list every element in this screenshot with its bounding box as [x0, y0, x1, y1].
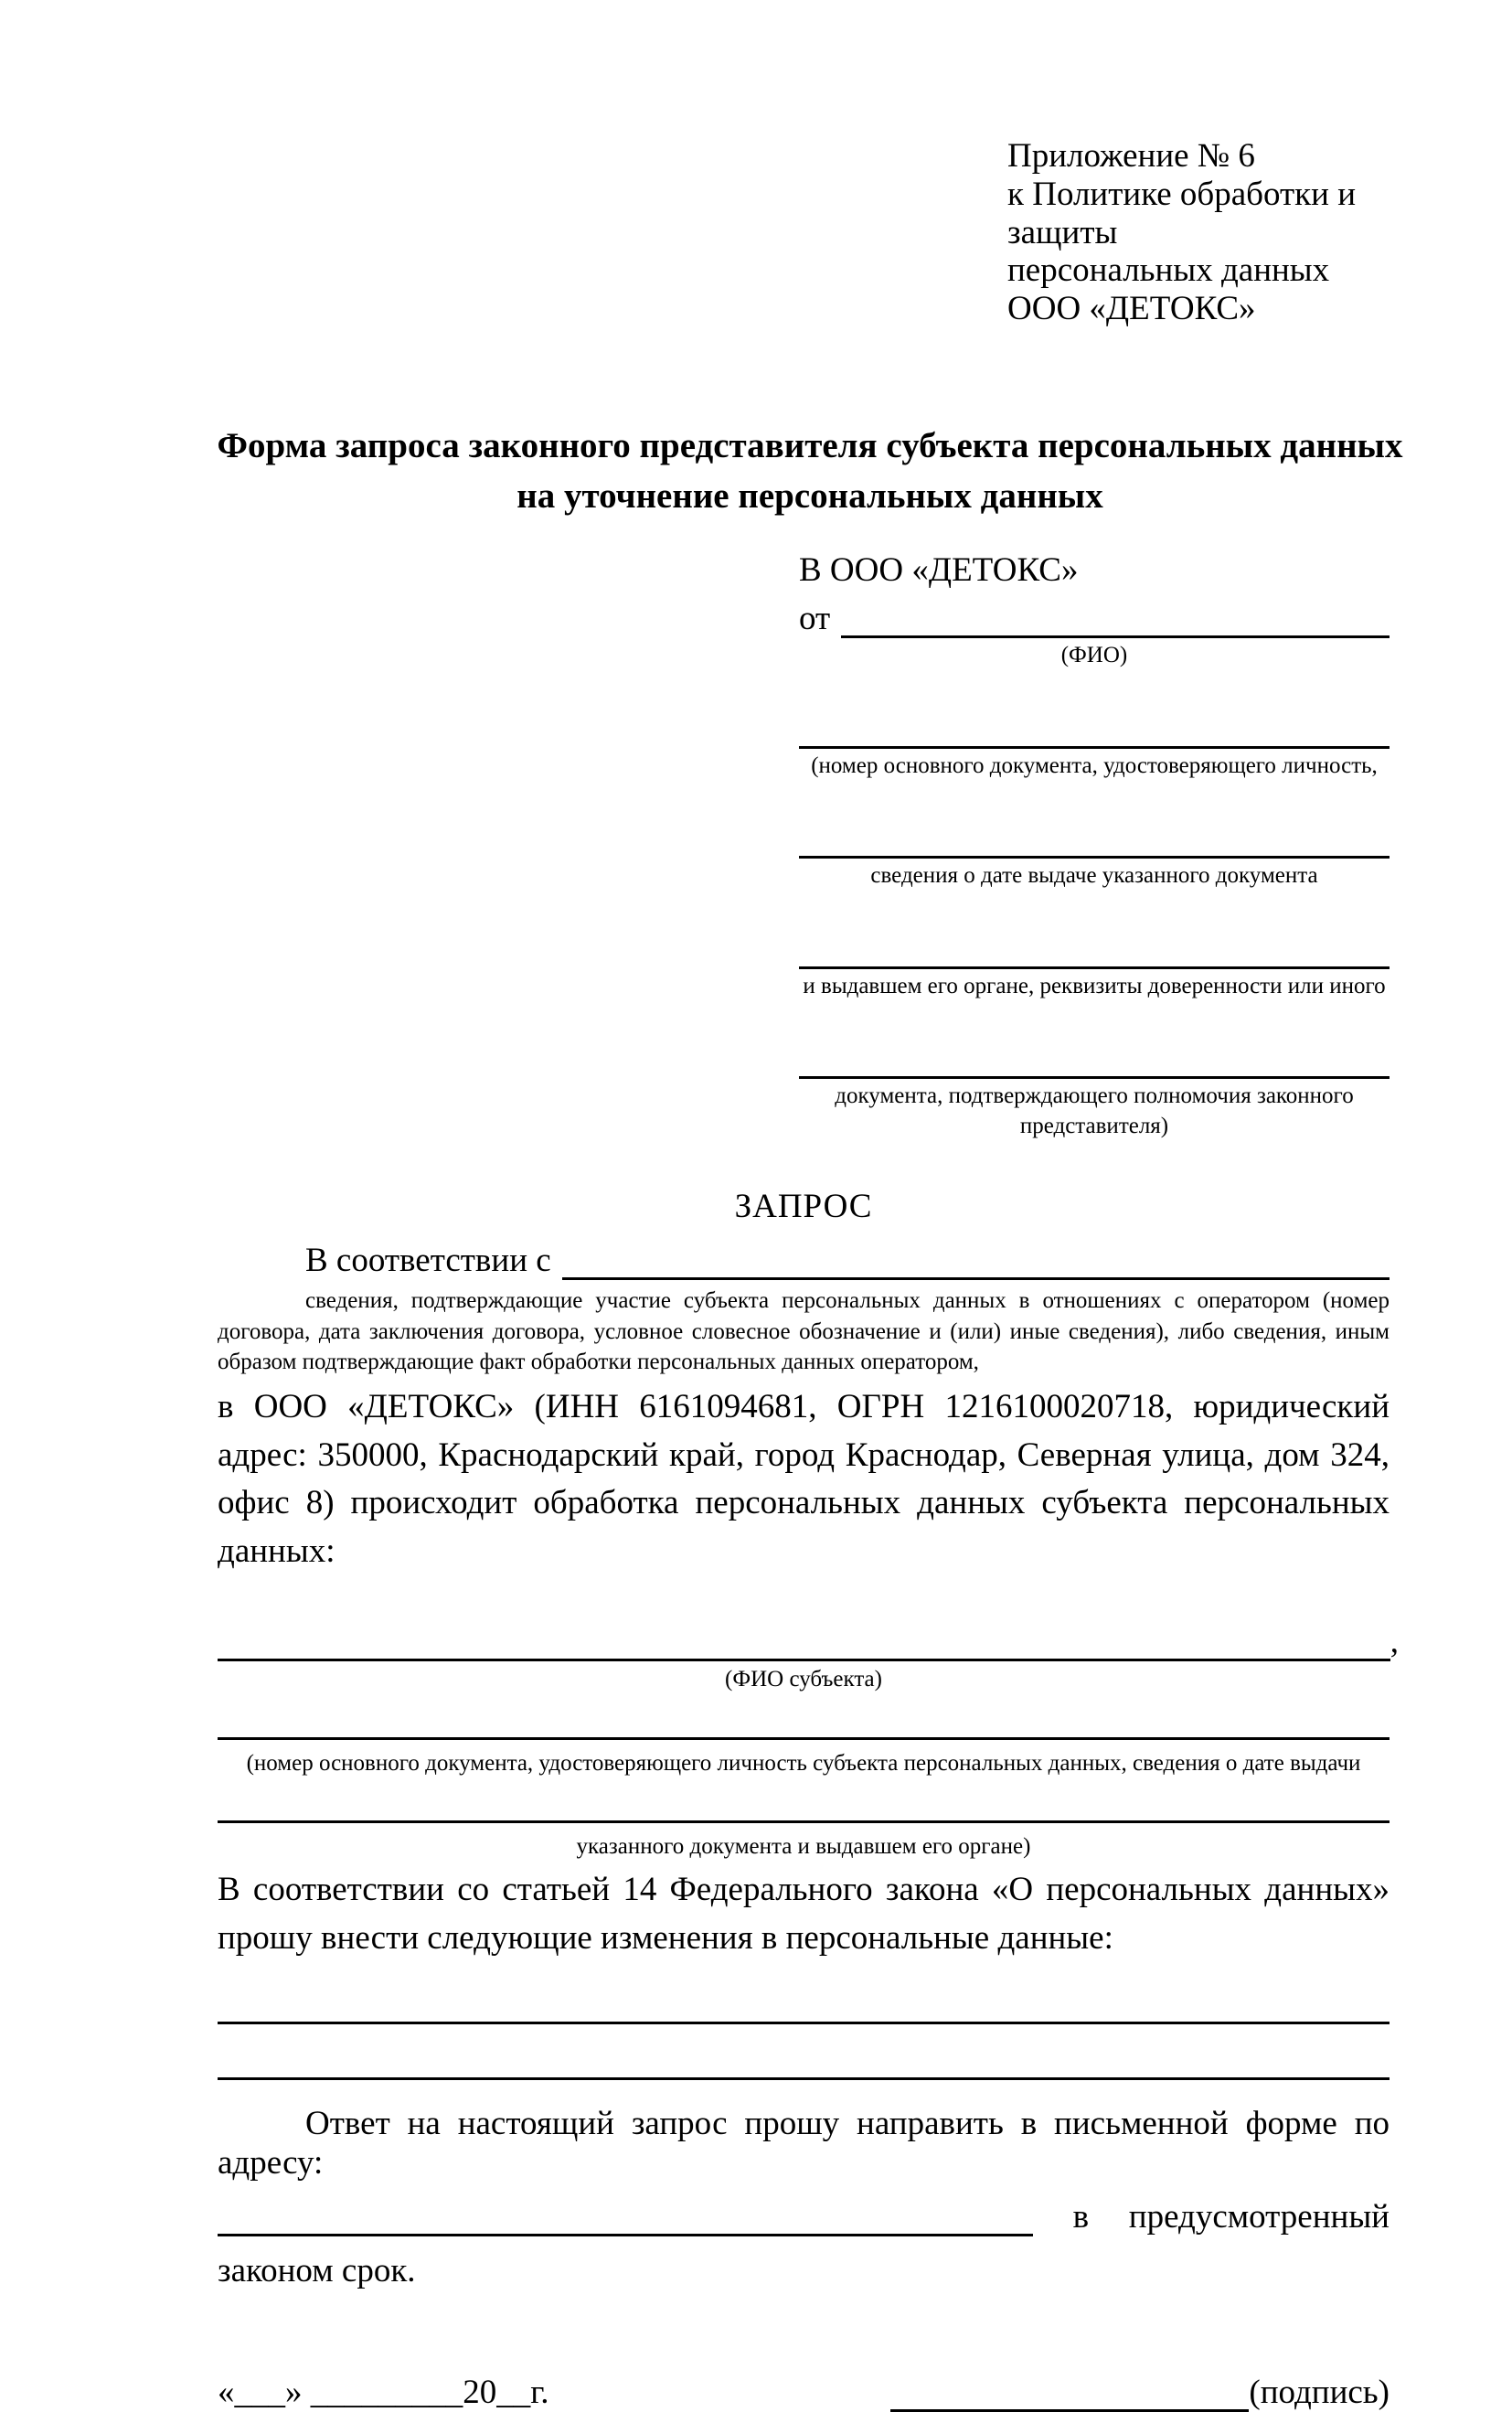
intro-footnote: сведения, подтверждающие участие субъекта персональных данных в отношениях с оператором (номер договора, дата заключения договора, условное словесное обозначение и (или) иные сведения), либо сведения, иным образом подтверждающие факт обработки персональных данных оператором,: [218, 1288, 1390, 1375]
representative-doc-blank-line-4: [799, 1038, 1390, 1079]
subject-doc-blank-line-2: [218, 1820, 1390, 1823]
response-paragraph-line-3: законом срок.: [218, 2251, 416, 2289]
addressee-block: [799, 550, 1390, 1141]
response-word-stipulated: предусмотренный: [1128, 2197, 1390, 2236]
subject-fio-blank-line: [218, 1623, 1390, 1661]
response-address-blank-line: [218, 2198, 1033, 2236]
response-word-in: в: [1072, 2197, 1090, 2236]
date-signature-row: [218, 2373, 1390, 2412]
changes-blank-line-2: [218, 2077, 1390, 2080]
subject-fio-caption: (ФИО субъекта): [725, 1667, 882, 1692]
subject-doc-blank-line-1: [218, 1737, 1390, 1740]
fio-caption: (ФИО): [1060, 643, 1128, 668]
document-title-line-1: Форма запроса законного представителя субъекта персональных данных: [217, 425, 1403, 465]
from-row: [799, 599, 1390, 638]
representative-doc-blank-line-1: [799, 708, 1390, 749]
representative-doc-caption-3: и выдавшем его органе, реквизиты доверенности или иного: [803, 973, 1386, 998]
representative-doc-caption-2: сведения о дате выдаче указанного документа: [870, 863, 1318, 889]
response-address-row: [218, 2197, 1390, 2236]
document-title-line-2: на уточнение персональных данных: [516, 475, 1103, 516]
changes-blank-line-1: [218, 2022, 1390, 2024]
representative-doc-caption-4: документа, подтверждающего полномочия законного представителя): [835, 1083, 1354, 1138]
from-blank-line: [841, 600, 1390, 638]
company-name-line: ООО «ДЕТОКС»: [1007, 290, 1256, 328]
policy-reference-line: к Политике обработки и защиты: [1007, 175, 1357, 251]
from-label: от: [799, 600, 831, 638]
request-intro-row: [218, 1241, 1390, 1280]
subject-doc-caption-2: указанного документа и выдавшем его органе): [576, 1834, 1031, 1860]
policy-reference-line-2: персональных данных: [1007, 251, 1330, 290]
representative-doc-caption-1: (номер основного документа, удостоверяющего личность,: [811, 752, 1378, 778]
signature-blank-line: [890, 2374, 1249, 2412]
signature-caption: (подпись): [1249, 2373, 1390, 2411]
intro-blank-line: [562, 1242, 1390, 1280]
appendix-number-line: Приложение № 6: [1007, 137, 1255, 175]
signature-area: [890, 2373, 1390, 2412]
addressee-organization: В ООО «ДЕТОКС»: [799, 551, 1079, 590]
subject-fio-row: [218, 1622, 1399, 1661]
trailing-comma: ,: [1390, 1623, 1399, 1661]
date-blank: «___» _________20__г.: [218, 2373, 549, 2411]
subject-doc-caption-1: (номер основного документа, удостоверяющего личность субъекта персональных данных, сведения о дате выдачи: [246, 1750, 1361, 1776]
intro-prefix: В соответствии с: [305, 1242, 551, 1280]
representative-doc-blank-line-3: [799, 928, 1390, 969]
request-heading: ЗАПРОС: [734, 1188, 873, 1226]
document-title: [205, 422, 1415, 521]
law-paragraph: В соответствии со статьей 14 Федерального закона «О персональных данных» прошу внести следующие изменения в персональные данные:: [218, 1870, 1390, 1957]
document-content: [217, 137, 1403, 2412]
appendix-header: [1007, 137, 1390, 328]
representative-doc-blank-line-2: [799, 817, 1390, 859]
response-paragraph-line-1: Ответ на настоящий запрос прошу направить в письменной форме по адресу:: [218, 2104, 1390, 2182]
operator-paragraph: в ООО «ДЕТОКС» (ИНН 6161094681, ОГРН 1216100020718, юридический адрес: 350000, Краснодарский край, город Краснодар, Северная улица, дом 324, офис 8) происходит обработка персональных данных субъекта персональных данных:: [218, 1387, 1390, 1571]
